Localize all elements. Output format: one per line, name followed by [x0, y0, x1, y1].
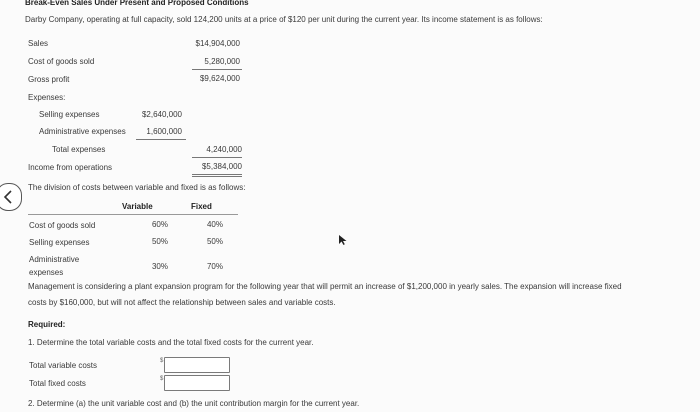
- sales-label: Sales: [28, 39, 49, 48]
- sales-value: $14,904,000: [195, 39, 240, 48]
- table-row-cogs-label: Cost of goods sold: [29, 221, 96, 230]
- table-row-selling-label: Selling expenses: [29, 238, 90, 247]
- total-fixed-costs-label: Total fixed costs: [29, 379, 86, 388]
- gross-profit-value: $9,624,000: [199, 74, 240, 83]
- table-row-admin-variable: 30%: [151, 262, 168, 271]
- selling-expenses-label: Selling expenses: [39, 110, 100, 119]
- total-variable-costs-label: Total variable costs: [29, 361, 98, 370]
- page-title: Break-Even Sales Under Present and Proposed Conditions: [25, 0, 249, 7]
- question-1: 1. Determine the total variable costs and the total fixed costs for the current year.: [28, 338, 314, 347]
- double-rule-top: [192, 174, 242, 175]
- back-button[interactable]: [0, 183, 22, 211]
- table-row-admin-label: Administrative: [29, 255, 80, 264]
- admin-expenses-value: 1,600,000: [146, 127, 182, 136]
- cogs-label: Cost of goods sold: [28, 57, 95, 66]
- income-from-operations-value: $5,384,000: [201, 162, 242, 171]
- divider: [136, 139, 186, 140]
- chevron-left-icon: [3, 190, 13, 204]
- mouse-pointer-icon: [339, 235, 347, 245]
- table-row-cogs-fixed: 40%: [206, 220, 223, 229]
- income-from-operations-label: Income from operations: [28, 163, 113, 172]
- cogs-value: 5,280,000: [204, 57, 240, 66]
- table-row-cogs-variable: 60%: [151, 220, 168, 229]
- currency-symbol: $: [160, 358, 164, 364]
- double-rule-bottom: [192, 176, 242, 177]
- required-heading: Required:: [28, 320, 66, 329]
- currency-symbol: $: [160, 376, 164, 382]
- division-text: The division of costs between variable and fixed is as follows:: [28, 183, 246, 192]
- question-2: 2. Determine (a) the unit variable cost and (b) the unit contribution margin for the current year.: [28, 399, 360, 408]
- management-text-line2: costs by $160,000, but will not affect the relationship between sales and variable costs.: [28, 298, 336, 307]
- table-row-admin-fixed: 70%: [206, 262, 223, 271]
- divider: [192, 69, 242, 70]
- admin-expenses-label: Administrative expenses: [39, 127, 126, 136]
- intro-text: Darby Company, operating at full capacity, sold 124,200 units at a price of $120 per unit during the current year. Its income statement is as follows:: [25, 15, 543, 24]
- table-row-selling-variable: 50%: [151, 237, 168, 246]
- fixed-column-header: Fixed: [191, 202, 212, 211]
- total-expenses-label: Total expenses: [52, 145, 106, 154]
- selling-expenses-value: $2,640,000: [141, 110, 182, 119]
- expenses-label: Expenses:: [28, 93, 66, 102]
- divider: [192, 157, 242, 158]
- total-fixed-costs-input[interactable]: [164, 375, 230, 391]
- table-row-admin-label-cont: expenses: [29, 268, 64, 277]
- total-variable-costs-input[interactable]: [164, 357, 230, 373]
- gross-profit-label: Gross profit: [28, 75, 70, 84]
- variable-column-header: Variable: [122, 202, 153, 211]
- table-header-rule: [28, 214, 238, 215]
- table-row-selling-fixed: 50%: [206, 237, 223, 246]
- total-expenses-value: 4,240,000: [206, 145, 242, 154]
- management-text-line1: Management is considering a plant expansion program for the following year that will permit an increase of $1,200,000 in yearly sales. The expansion will increase fixed: [28, 282, 622, 291]
